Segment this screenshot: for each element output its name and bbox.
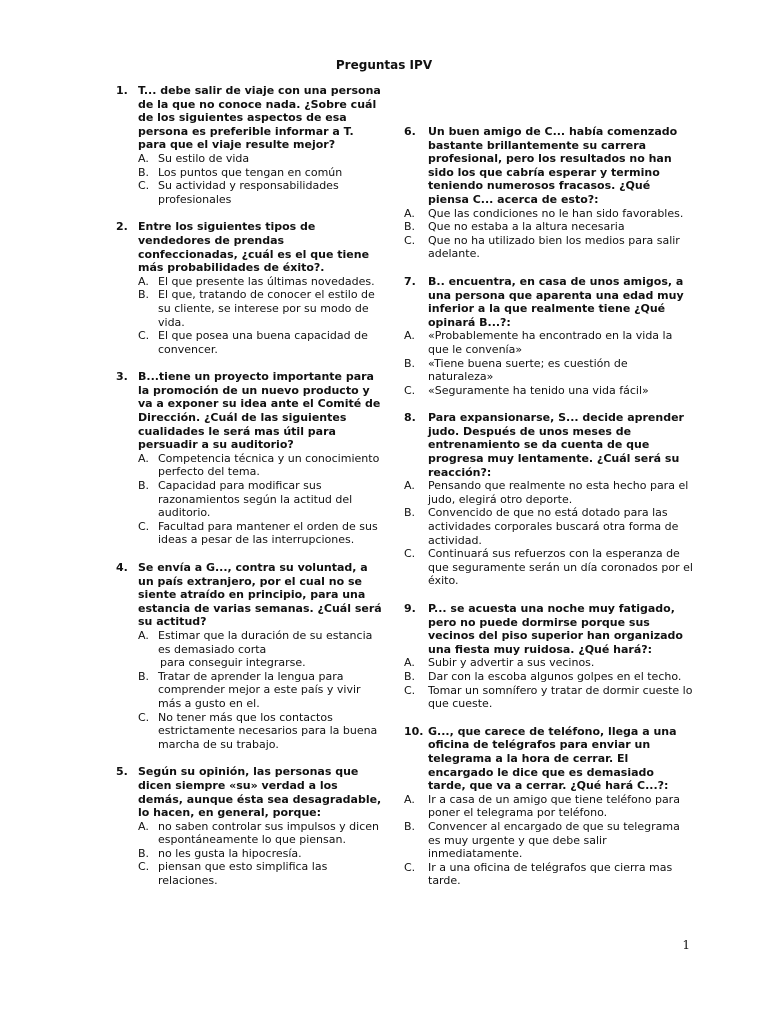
option-text: Que no estaba a la altura necesaria bbox=[428, 220, 625, 234]
answer-option bbox=[116, 847, 384, 861]
answer-option bbox=[116, 520, 384, 547]
option-text: Competencia técnica y un conocimiento perfecto del tema. bbox=[158, 451, 380, 479]
option-text: «Tiene buena suerte; es cuestión de naturaleza» bbox=[428, 356, 628, 384]
option-text: Estimar que la duración de su estancia es demasiado corta bbox=[158, 628, 373, 656]
option-text: El que posea una buena capacidad de convencer. bbox=[158, 329, 368, 356]
question-line bbox=[404, 411, 694, 479]
question-block bbox=[404, 275, 694, 397]
question-block bbox=[404, 725, 694, 888]
option-text: Subir y advertir a sus vecinos. bbox=[428, 656, 595, 670]
option-letter: A. bbox=[138, 451, 149, 465]
answer-option bbox=[404, 793, 694, 820]
question-line bbox=[116, 561, 384, 629]
answer-option bbox=[404, 384, 694, 398]
answer-option bbox=[404, 656, 694, 670]
option-letter: C. bbox=[138, 860, 150, 874]
question-block bbox=[404, 602, 694, 711]
option-text: Facultad para mantener el orden de sus ideas a pesar de las interrupciones. bbox=[158, 519, 378, 547]
option-letter: A. bbox=[404, 479, 415, 493]
question-text: Se envía a G..., contra su voluntad, a un país extranjero, por el cual no se siente atraído en principio, para una estancia de varias semanas. ¿Cuál será su actitud? bbox=[138, 561, 382, 629]
option-letter: C. bbox=[404, 383, 416, 397]
question-text: T... debe salir de viaje con una persona de la que no conoce nada. ¿Sobre cuál de los siguientes aspectos de esa persona es preferible informar a T. para que el viaje resulte mejor? bbox=[138, 84, 381, 152]
question-text: B.. encuentra, en casa de unos amigos, a una persona que aparenta una edad muy inferior a la que realmente tiene ¿Qué opinará B...?: bbox=[428, 274, 684, 329]
answer-option bbox=[404, 234, 694, 261]
question-line bbox=[116, 84, 384, 152]
page-number: 1 bbox=[682, 938, 690, 952]
answer-option bbox=[116, 670, 384, 711]
answer-option bbox=[116, 152, 384, 166]
option-letter: C. bbox=[404, 860, 416, 874]
answer-option bbox=[404, 207, 694, 221]
option-letter: B. bbox=[404, 819, 416, 833]
option-text: Su actividad y responsabilidades profesionales bbox=[158, 179, 339, 206]
option-text: El que presente las últimas novedades. bbox=[158, 274, 375, 288]
option-letter: C. bbox=[404, 547, 416, 561]
question-number: 9. bbox=[404, 602, 420, 615]
question-text: Según su opinión, las personas que dicen siempre «su» verdad a los demás, aunque ésta sea desagradable, lo hacen, en general, porque: bbox=[138, 765, 382, 820]
option-text: Capacidad para modificar sus razonamientos según la actitud del auditorio. bbox=[158, 479, 353, 520]
question-block bbox=[116, 84, 384, 206]
answer-option bbox=[116, 629, 384, 656]
answer-option bbox=[404, 357, 694, 384]
answer-option bbox=[116, 166, 384, 180]
question-number: 3. bbox=[116, 370, 132, 384]
option-letter: B. bbox=[404, 356, 416, 370]
answer-option bbox=[404, 479, 694, 506]
option-text: Que las condiciones no le han sido favorables. bbox=[428, 206, 684, 220]
question-line bbox=[116, 370, 384, 452]
answer-option bbox=[404, 220, 694, 234]
left-column bbox=[116, 84, 384, 902]
option-text: Pensando que realmente no esta hecho para el judo, elegirá otro deporte. bbox=[428, 479, 689, 506]
answer-option bbox=[404, 820, 694, 861]
option-letter: A. bbox=[138, 819, 149, 833]
question-line bbox=[404, 725, 694, 793]
option-letter: B. bbox=[138, 288, 150, 302]
option-text: Que no ha utilizado bien los medios para salir adelante. bbox=[428, 233, 680, 261]
question-number: 7. bbox=[404, 274, 420, 288]
question-text: Entre los siguientes tipos de vendedores de prendas confeccionadas, ¿cuál es el que tiene más probabilidades de éxito?. bbox=[138, 220, 370, 275]
option-letter: B. bbox=[404, 220, 416, 234]
option-text: Su estilo de vida bbox=[158, 151, 250, 165]
option-text: «Probablemente ha encontrado en la vida la que le convenía» bbox=[428, 329, 673, 356]
option-text: Dar con la escoba algunos golpes en el techo. bbox=[428, 669, 682, 683]
question-block bbox=[116, 765, 384, 887]
option-letter: A. bbox=[138, 628, 149, 642]
question-number: 8. bbox=[404, 411, 420, 425]
question-number: 1. bbox=[116, 84, 132, 97]
option-letter: B. bbox=[138, 165, 150, 179]
question-block bbox=[116, 220, 384, 356]
option-letter: B. bbox=[404, 669, 416, 683]
option-text: Tomar un somnífero y tratar de dormir cueste lo que cueste. bbox=[428, 683, 693, 711]
option-text: Tratar de aprender la lengua para comprender mejor a este país y vivir más a gusto en el. bbox=[158, 669, 361, 710]
answer-option bbox=[404, 547, 694, 588]
option-text: no saben controlar sus impulsos y dicen espontáneamente lo que piensan. bbox=[158, 819, 380, 847]
option-letter: B. bbox=[138, 479, 150, 493]
answer-option bbox=[116, 452, 384, 479]
option-letter: A. bbox=[404, 329, 415, 343]
option-text: El que, tratando de conocer el estilo de su cliente, se interese por su modo de vida. bbox=[158, 288, 375, 329]
question-line bbox=[404, 602, 694, 656]
option-letter: C. bbox=[138, 329, 150, 343]
option-letter: A. bbox=[138, 151, 149, 165]
question-line bbox=[116, 220, 384, 274]
answer-option bbox=[404, 861, 694, 888]
option-text: Los puntos que tengan en común bbox=[158, 165, 343, 179]
option-text: Convencer al encargado de que su telegrama es muy urgente y que debe salir inmediatamente. bbox=[428, 819, 680, 861]
answer-option bbox=[404, 684, 694, 711]
option-text: Ir a casa de un amigo que tiene teléfono para poner el telegrama por teléfono. bbox=[428, 792, 680, 820]
option-text: Ir a una oficina de telégrafos que cierra mas tarde. bbox=[428, 860, 673, 888]
option-letter: A. bbox=[404, 792, 415, 806]
question-block bbox=[116, 370, 384, 547]
option-text: Convencido de que no está dotado para las actividades corporales buscará otra forma de actividad. bbox=[428, 506, 679, 547]
answer-option bbox=[116, 479, 384, 520]
question-block bbox=[404, 411, 694, 588]
answer-option bbox=[116, 179, 384, 206]
question-text: B...tiene un proyecto importante para la promoción de un nuevo producto y va a exponer su idea ante el Comité de Dirección. ¿Cuál de las siguientes cualidades le será mas útil para persuadir a su auditorio? bbox=[138, 370, 381, 452]
answer-option bbox=[404, 506, 694, 547]
option-continuation: para conseguir integrarse. bbox=[160, 656, 306, 670]
question-line bbox=[404, 125, 694, 207]
answer-option bbox=[116, 860, 384, 887]
question-number: 2. bbox=[116, 220, 132, 234]
option-letter: A. bbox=[138, 274, 149, 288]
option-letter: C. bbox=[138, 179, 150, 193]
right-column bbox=[404, 125, 694, 902]
answer-option bbox=[404, 670, 694, 684]
document-title: Preguntas IPV bbox=[335, 58, 433, 72]
question-text: P... se acuesta una noche muy fatigado, pero no puede dormirse porque sus vecinos del piso superior han organizado una fiesta muy ruidosa. ¿Qué hará?: bbox=[428, 602, 683, 656]
question-number: 6. bbox=[404, 125, 420, 138]
question-number: 5. bbox=[116, 765, 132, 779]
option-letter: C. bbox=[138, 519, 150, 533]
question-line bbox=[116, 765, 384, 819]
option-letter: B. bbox=[404, 506, 416, 520]
option-text: No tener más que los contactos estrictamente necesarios para la buena marcha de su trabajo. bbox=[158, 710, 378, 751]
answer-option bbox=[116, 329, 384, 356]
question-block bbox=[404, 125, 694, 261]
question-block bbox=[116, 561, 384, 751]
option-letter: B. bbox=[138, 669, 150, 683]
question-text: Un buen amigo de C... había comenzado bastante brillantemente su carrera profesional, pero los resultados no han sido los que cabría esperar y termino teniendo numerosos fracasos. ¿Qué piensa C... acerca de esto?: bbox=[428, 125, 678, 206]
answer-option bbox=[404, 329, 694, 356]
option-letter: A. bbox=[404, 206, 415, 220]
answer-option bbox=[116, 820, 384, 847]
answer-option bbox=[116, 288, 384, 329]
question-text: G..., que carece de teléfono, llega a una oficina de telégrafos para enviar un telegrama a la hora de cerrar. El encargado le dice que es demasiado tarde, que va a cerrar. ¿Qué hará C...?: bbox=[428, 724, 677, 793]
question-number: 4. bbox=[116, 561, 132, 574]
option-letter: C. bbox=[404, 233, 416, 247]
option-text: no les gusta la hipocresía. bbox=[158, 846, 302, 860]
option-letter: C. bbox=[404, 683, 416, 697]
question-line bbox=[404, 275, 694, 329]
option-text: «Seguramente ha tenido una vida fácil» bbox=[428, 383, 649, 397]
question-text: Para expansionarse, S... decide aprender judo. Después de unos meses de entrenamiento se da cuenta de que progresa muy lentamente. ¿Cuál será su reacción?: bbox=[428, 411, 684, 479]
answer-option bbox=[116, 275, 384, 289]
question-number: 10. bbox=[404, 724, 428, 738]
option-text: piensan que esto simplifica las relaciones. bbox=[158, 860, 328, 888]
option-letter: B. bbox=[138, 846, 150, 860]
option-text: Continuará sus refuerzos con la esperanza de que seguramente serán un día coronados por el éxito. bbox=[428, 547, 693, 588]
answer-option bbox=[116, 711, 384, 752]
option-letter: C. bbox=[138, 710, 150, 724]
option-letter: A. bbox=[404, 656, 415, 670]
